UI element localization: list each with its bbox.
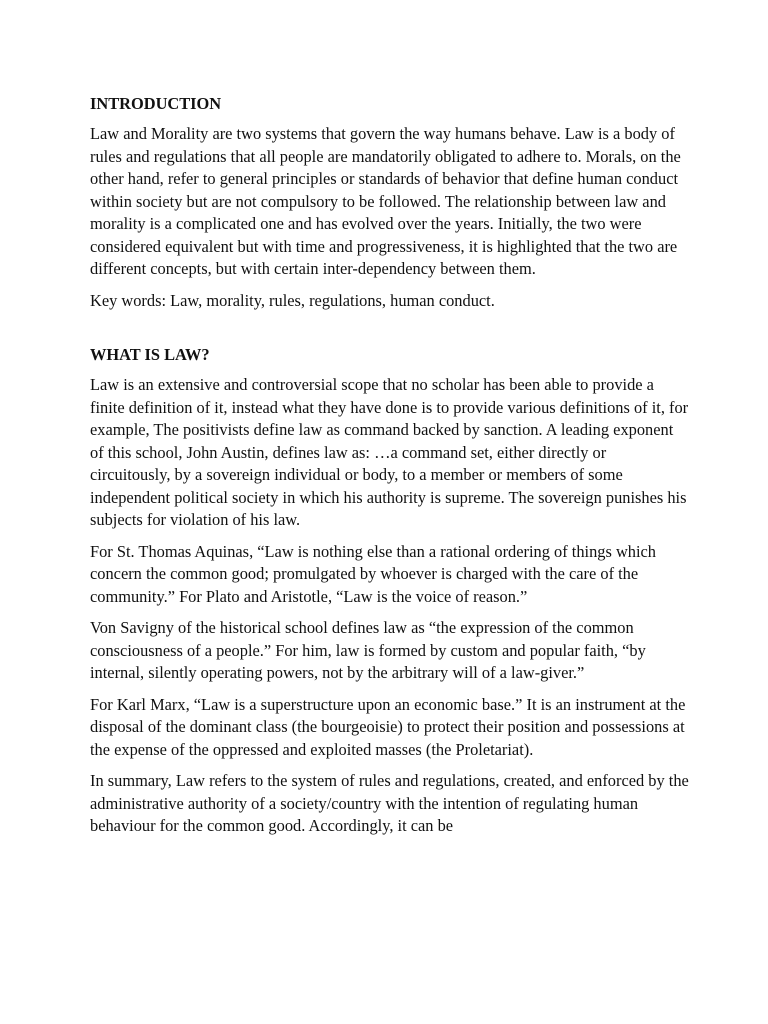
section-heading-introduction: INTRODUCTION	[90, 94, 222, 113]
aquinas-paragraph: For St. Thomas Aquinas, “Law is nothing else than a rational ordering of things which concern the common good; promulgated by whoever is charged with the care of the community.” For Plato and Aristotle, “Law is the voice of reason.”	[90, 541, 656, 606]
summary-paragraph: In summary, Law refers to the system of rules and regulations, created, and enforced by the administrative authority of a society/country with the intention of regulating human behaviour for the common good. Accordingly, it can be	[90, 771, 689, 835]
key-words-paragraph: Key words: Law, morality, rules, regulations, human conduct.	[90, 290, 495, 310]
document-page	[90, 94, 690, 847]
introduction-paragraph: Law and Morality are two systems that govern the way humans behave. Law is a body of rules and regulations that all people are mandatorily obligated to adhere to. Morals, on the other hand, refer to general principles or standards of behavior that define human conduct within society but are not compulsory to be followed. The relationship between law and morality is a complicated one and has evolved over the years. Initially, the two were considered equivalent but with time and progressiveness, it is highlighted that the two are different concepts, but with certain inter-dependency between them.	[90, 124, 681, 278]
section-spacer	[90, 321, 690, 345]
law-definition-paragraph: Law is an extensive and controversial scope that no scholar has been able to provide a finite definition of it, instead what they have done is to provide various definitions of it, for example, The positivists define law as command backed by sanction. A leading exponent of this school, John Austin, defines law as: …a command set, either directly or circuitously, by a sovereign individual or body, to a member or members of some independent political society in which his authority is supreme. The sovereign punishes his subjects for violation of his law.	[90, 375, 689, 529]
savigny-paragraph: Von Savigny of the historical school defines law as “the expression of the common consciousness of a people.” For him, law is formed by custom and popular faith, “by internal, silently operating powers, not by the arbitrary will of a law-giver.”	[90, 618, 646, 682]
section-heading-what-is-law: WHAT IS LAW?	[90, 345, 210, 364]
marx-paragraph: For Karl Marx, “Law is a superstructure upon an economic base.” It is an instrument at the disposal of the dominant class (the bourgeoisie) to protect their position and possessions at the expense of the oppressed and exploited masses (the Proletariat).	[90, 694, 686, 759]
